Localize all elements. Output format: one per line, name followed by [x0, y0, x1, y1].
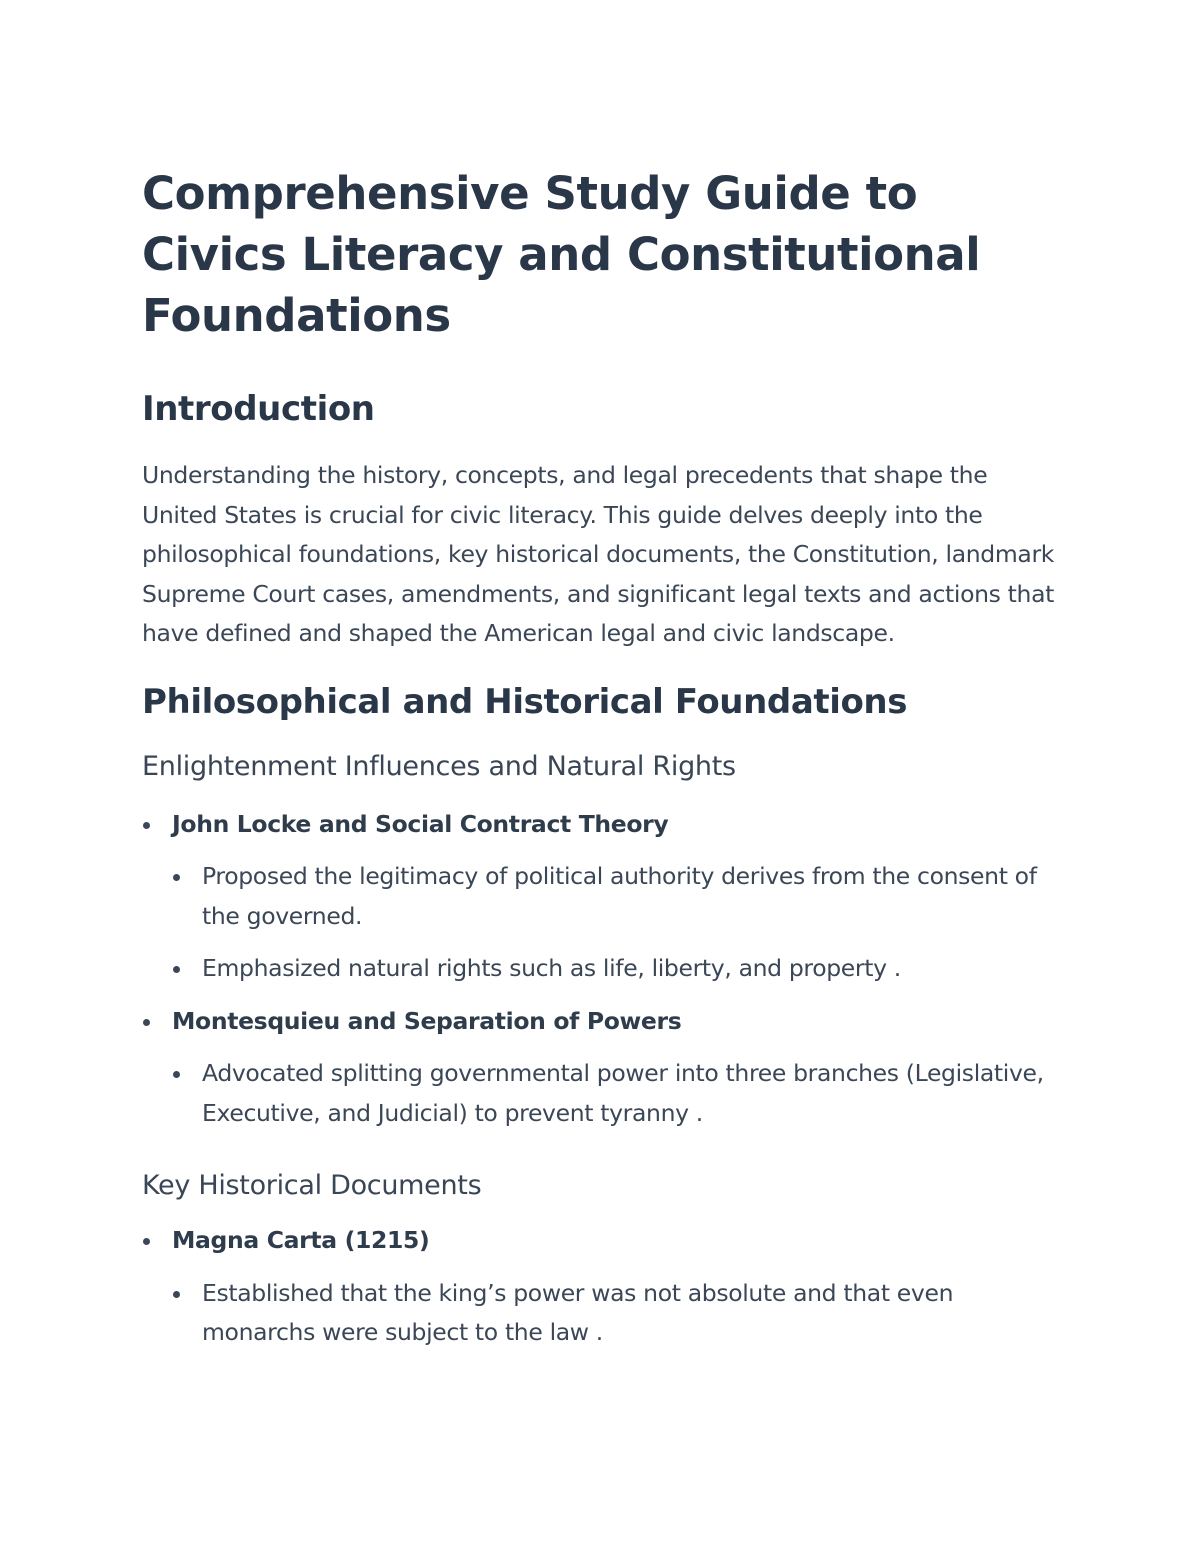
list-item-magna-carta: Magna Carta (1215) — [142, 1221, 1062, 1261]
list-item-locke-point-1: Proposed the legitimacy of political authority derives from the consent of the governed. — [172, 857, 1062, 936]
list-item-magna-carta-point-1: Established that the king’s power was not absolute and that even monarchs were subject to the law . — [172, 1274, 1062, 1353]
introduction-heading: Introduction — [142, 389, 375, 429]
list-item-locke: John Locke and Social Contract Theory — [142, 805, 1062, 845]
list-item-montesquieu: Montesquieu and Separation of Powers — [142, 1002, 1062, 1042]
document-title: Comprehensive Study Guide to Civics Literacy and Constitutional Foundations — [142, 167, 981, 342]
list-item-montesquieu-point-1: Advocated splitting governmental power into three branches (Legislative, Executive, and Judicial) to prevent tyranny . — [172, 1054, 1062, 1133]
introduction-paragraph: Understanding the history, concepts, and legal precedents that shape the United States is crucial for civic literacy. This guide delves deeply into the philosophical foundations, key historical documents, the Constitution, landmark Supreme Court cases, amendments, and significant legal texts and actions that have defined and shaped the American legal and civic landscape. — [142, 461, 1055, 647]
enlightenment-heading: Enlightenment Influences and Natural Rights — [142, 750, 736, 782]
list-item-locke-point-2: Emphasized natural rights such as life, liberty, and property . — [172, 949, 1062, 989]
document-page — [142, 163, 1062, 1353]
key-documents-list — [142, 1221, 1062, 1353]
enlightenment-list — [142, 805, 1062, 1134]
key-documents-heading: Key Historical Documents — [142, 1170, 482, 1201]
philosophical-foundations-heading: Philosophical and Historical Foundations — [142, 681, 908, 722]
